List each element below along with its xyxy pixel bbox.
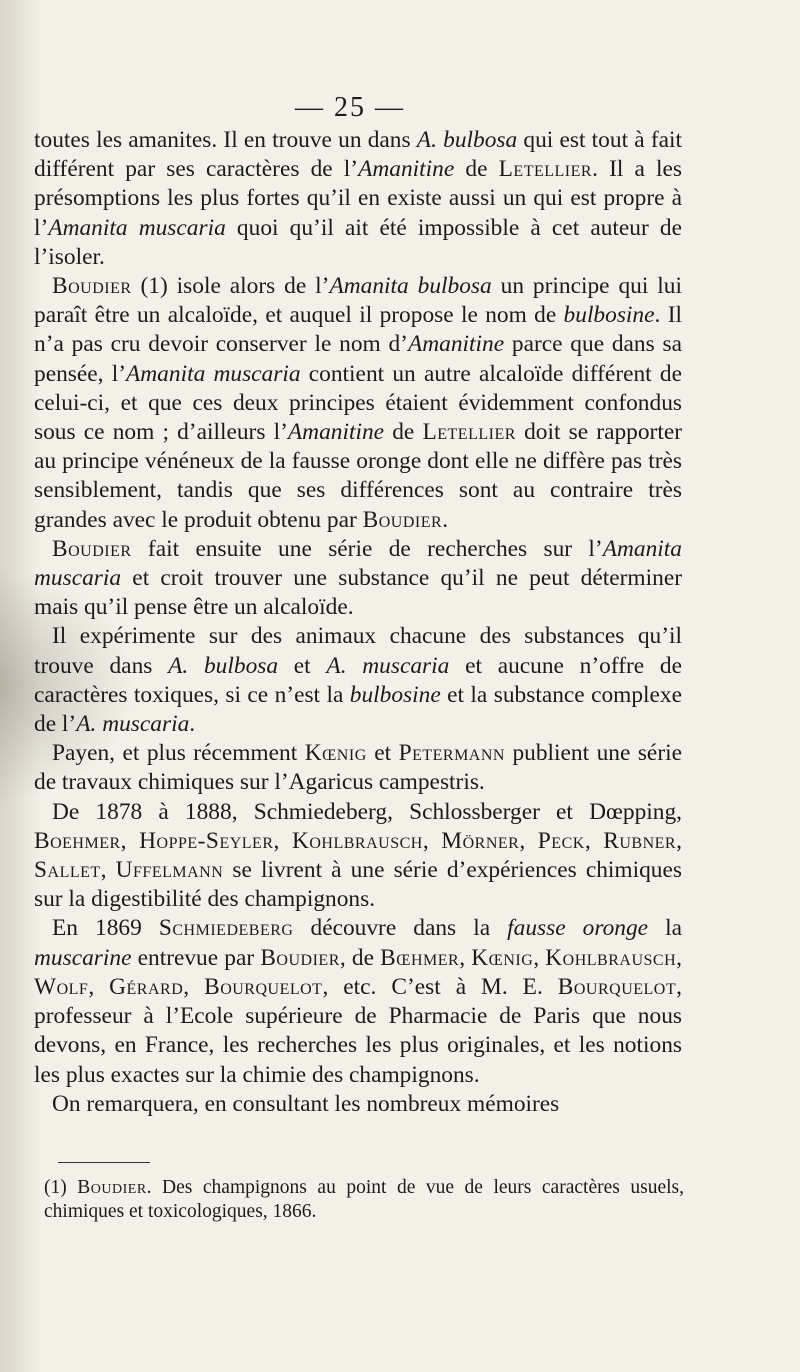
italic-text: Amanita bulbosa xyxy=(329,273,492,300)
text-segment: de xyxy=(384,419,423,446)
text-segment: On remarquera, en consultant les nombreux mémoires xyxy=(52,1090,560,1117)
text-segment: (1) isole alors de l’ xyxy=(131,273,330,300)
text-segment: . xyxy=(442,506,449,533)
italic-text: Amanitine xyxy=(407,331,505,358)
author-name: Letellier xyxy=(498,156,593,183)
text-segment: doit se rapporter au principe vénéneux de la fausse oronge dont elle ne diffère pas très sensiblement, tandis que ses différences sont au contraire très grandes avec le produit obtenu par xyxy=(34,419,682,533)
italic-text: bulbosine xyxy=(563,302,655,329)
text-segment: Il expérimente sur des animaux chacune des substances qu’il trouve dans xyxy=(34,623,682,679)
text-segment: , xyxy=(273,827,292,854)
text-segment: , de xyxy=(339,944,381,971)
text-segment: Payen, et plus récemment xyxy=(52,740,305,767)
italic-text: Amanita muscaria xyxy=(126,360,301,387)
text-segment: . Il n’a pas cru devoir conserver le nom d’ xyxy=(34,302,682,358)
text-segment: En 1869 xyxy=(52,915,159,942)
text-segment: de xyxy=(454,156,499,183)
author-name: Bœhmer xyxy=(380,944,460,971)
text-segment: , professeur à l’Ecole supérieure de Pharmacie de Paris que nous devons, en France, les recherches les plus originales, et les notions les plus exactes sur la chimie des champignons. xyxy=(34,973,682,1088)
italic-text: fausse oronge xyxy=(507,915,649,942)
paragraph xyxy=(34,1090,682,1119)
author-name: Hoppe-Seyler xyxy=(139,827,274,854)
author-name: Boudier xyxy=(52,273,132,300)
text-segment: , xyxy=(183,973,205,1000)
text-segment: De 1878 à 1888, Schmiedeberg, Schlossberger et Dœpping, xyxy=(52,798,682,825)
text-segment: , xyxy=(584,827,604,854)
text-segment: (1) xyxy=(44,1177,78,1198)
italic-text: Amanita muscaria xyxy=(48,214,226,241)
paragraph xyxy=(34,272,682,535)
page-number: — 25 — xyxy=(295,92,405,123)
text-segment: qui est tout à fait différent par ses caractères de l’ xyxy=(34,127,683,183)
text-segment: , xyxy=(100,857,116,884)
paragraph xyxy=(34,798,682,915)
author-name: Bourquelot xyxy=(204,973,323,1000)
author-name: Boudier xyxy=(362,506,443,533)
text-segment: la xyxy=(648,915,682,942)
text-segment: quoi qu’il ait été impossible à cet auteur de l’isoler. xyxy=(34,214,682,270)
text-segment: contient un autre alcaloïde différent de celui-ci, et que ces deux principes étaient évidemment confondus sous ce nom ; d’ailleurs l’ xyxy=(34,360,682,446)
author-name: Peck xyxy=(537,827,585,854)
paragraph xyxy=(34,535,682,623)
text-segment: et xyxy=(278,652,327,679)
author-name: Kohlbrausch xyxy=(291,827,423,854)
text-segment: , xyxy=(88,973,110,1000)
text-segment: un principe qui lui paraît être un alcaloïde, et auquel il propose le nom de xyxy=(34,273,682,329)
text-segment: , xyxy=(422,827,442,854)
text-segment: entrevue par xyxy=(131,944,261,971)
author-name: Sallet xyxy=(34,857,101,884)
text-segment: et la substance complexe de l’ xyxy=(34,681,682,738)
footnote-text xyxy=(44,1176,684,1224)
italic-text: A. bulbosa xyxy=(168,652,279,679)
author-name: Boudier xyxy=(77,1177,147,1198)
text-segment: fait ensuite une série de recherches sur l’ xyxy=(131,535,603,562)
author-name: Schmiedeberg xyxy=(158,915,294,942)
body-text xyxy=(34,126,682,1119)
footnote-rule xyxy=(58,1162,150,1163)
text-segment: , xyxy=(533,944,546,971)
author-name: Wolf xyxy=(34,973,89,1000)
author-name: Letellier xyxy=(422,419,516,446)
text-segment: découvre dans la xyxy=(293,915,508,942)
text-segment: , xyxy=(676,944,682,971)
author-name: Boudier xyxy=(52,535,132,562)
paragraph xyxy=(34,126,682,272)
text-segment: parce que dans sa pensée, l’ xyxy=(34,331,682,387)
text-segment: . Des champignons au point de vue de leurs caractères usuels, chimiques et toxicologiques, 1866. xyxy=(44,1177,684,1222)
author-name: Mörner xyxy=(441,827,520,854)
italic-text: Amanita muscaria xyxy=(34,535,682,592)
italic-text: Amanitine xyxy=(358,156,455,183)
italic-text: bulbosine xyxy=(349,681,441,708)
italic-text: muscarine xyxy=(34,944,132,971)
text-segment: se livrent à une série d’expériences chimiques sur la digestibilité des champignons. xyxy=(34,857,682,913)
text-segment: publient une série de travaux chimiques sur l’Agaricus campestris. xyxy=(34,740,682,796)
italic-text: A. muscaria xyxy=(76,711,190,738)
text-segment: , xyxy=(459,944,472,971)
text-segment: , xyxy=(676,827,682,854)
author-name: Kœnig xyxy=(304,740,367,767)
author-name: Boehmer xyxy=(34,827,121,854)
italic-text: A. muscaria xyxy=(326,652,450,679)
author-name: Petermann xyxy=(398,740,505,767)
text-segment: . Il a les présomptions les plus fortes qu’il en existe aussi un qui est propre à l’ xyxy=(34,156,683,241)
author-name: Rubner xyxy=(603,827,677,854)
paragraph xyxy=(34,914,682,1089)
text-segment: , xyxy=(519,827,538,854)
text-segment: et xyxy=(366,740,399,767)
text-segment: . xyxy=(189,711,196,738)
author-name: Kœnig xyxy=(471,944,534,971)
paragraph xyxy=(34,622,682,739)
text-segment: et aucune n’offre de caractères toxiques, si ce n’est la xyxy=(34,652,682,708)
paragraph xyxy=(34,739,682,797)
text-segment: , etc. C’est à M. E. xyxy=(322,973,558,1000)
author-name: Gérard xyxy=(109,973,184,1000)
text-segment: et croit trouver une substance qu’il ne peut déterminer mais qu’il pense être un alcaloïde. xyxy=(34,565,682,621)
author-name: Boudier xyxy=(260,944,340,971)
text-segment: , xyxy=(120,827,140,854)
italic-text: A. bulbosa xyxy=(416,127,518,153)
author-name: Kohlbrausch xyxy=(545,944,677,971)
text-segment: toutes les amanites. Il en trouve un dans xyxy=(34,127,417,153)
italic-text: Amanitine xyxy=(287,419,385,446)
footnote xyxy=(44,1176,684,1224)
author-name: Uffelmann xyxy=(115,857,224,884)
author-name: Bourquelot xyxy=(557,973,677,1000)
